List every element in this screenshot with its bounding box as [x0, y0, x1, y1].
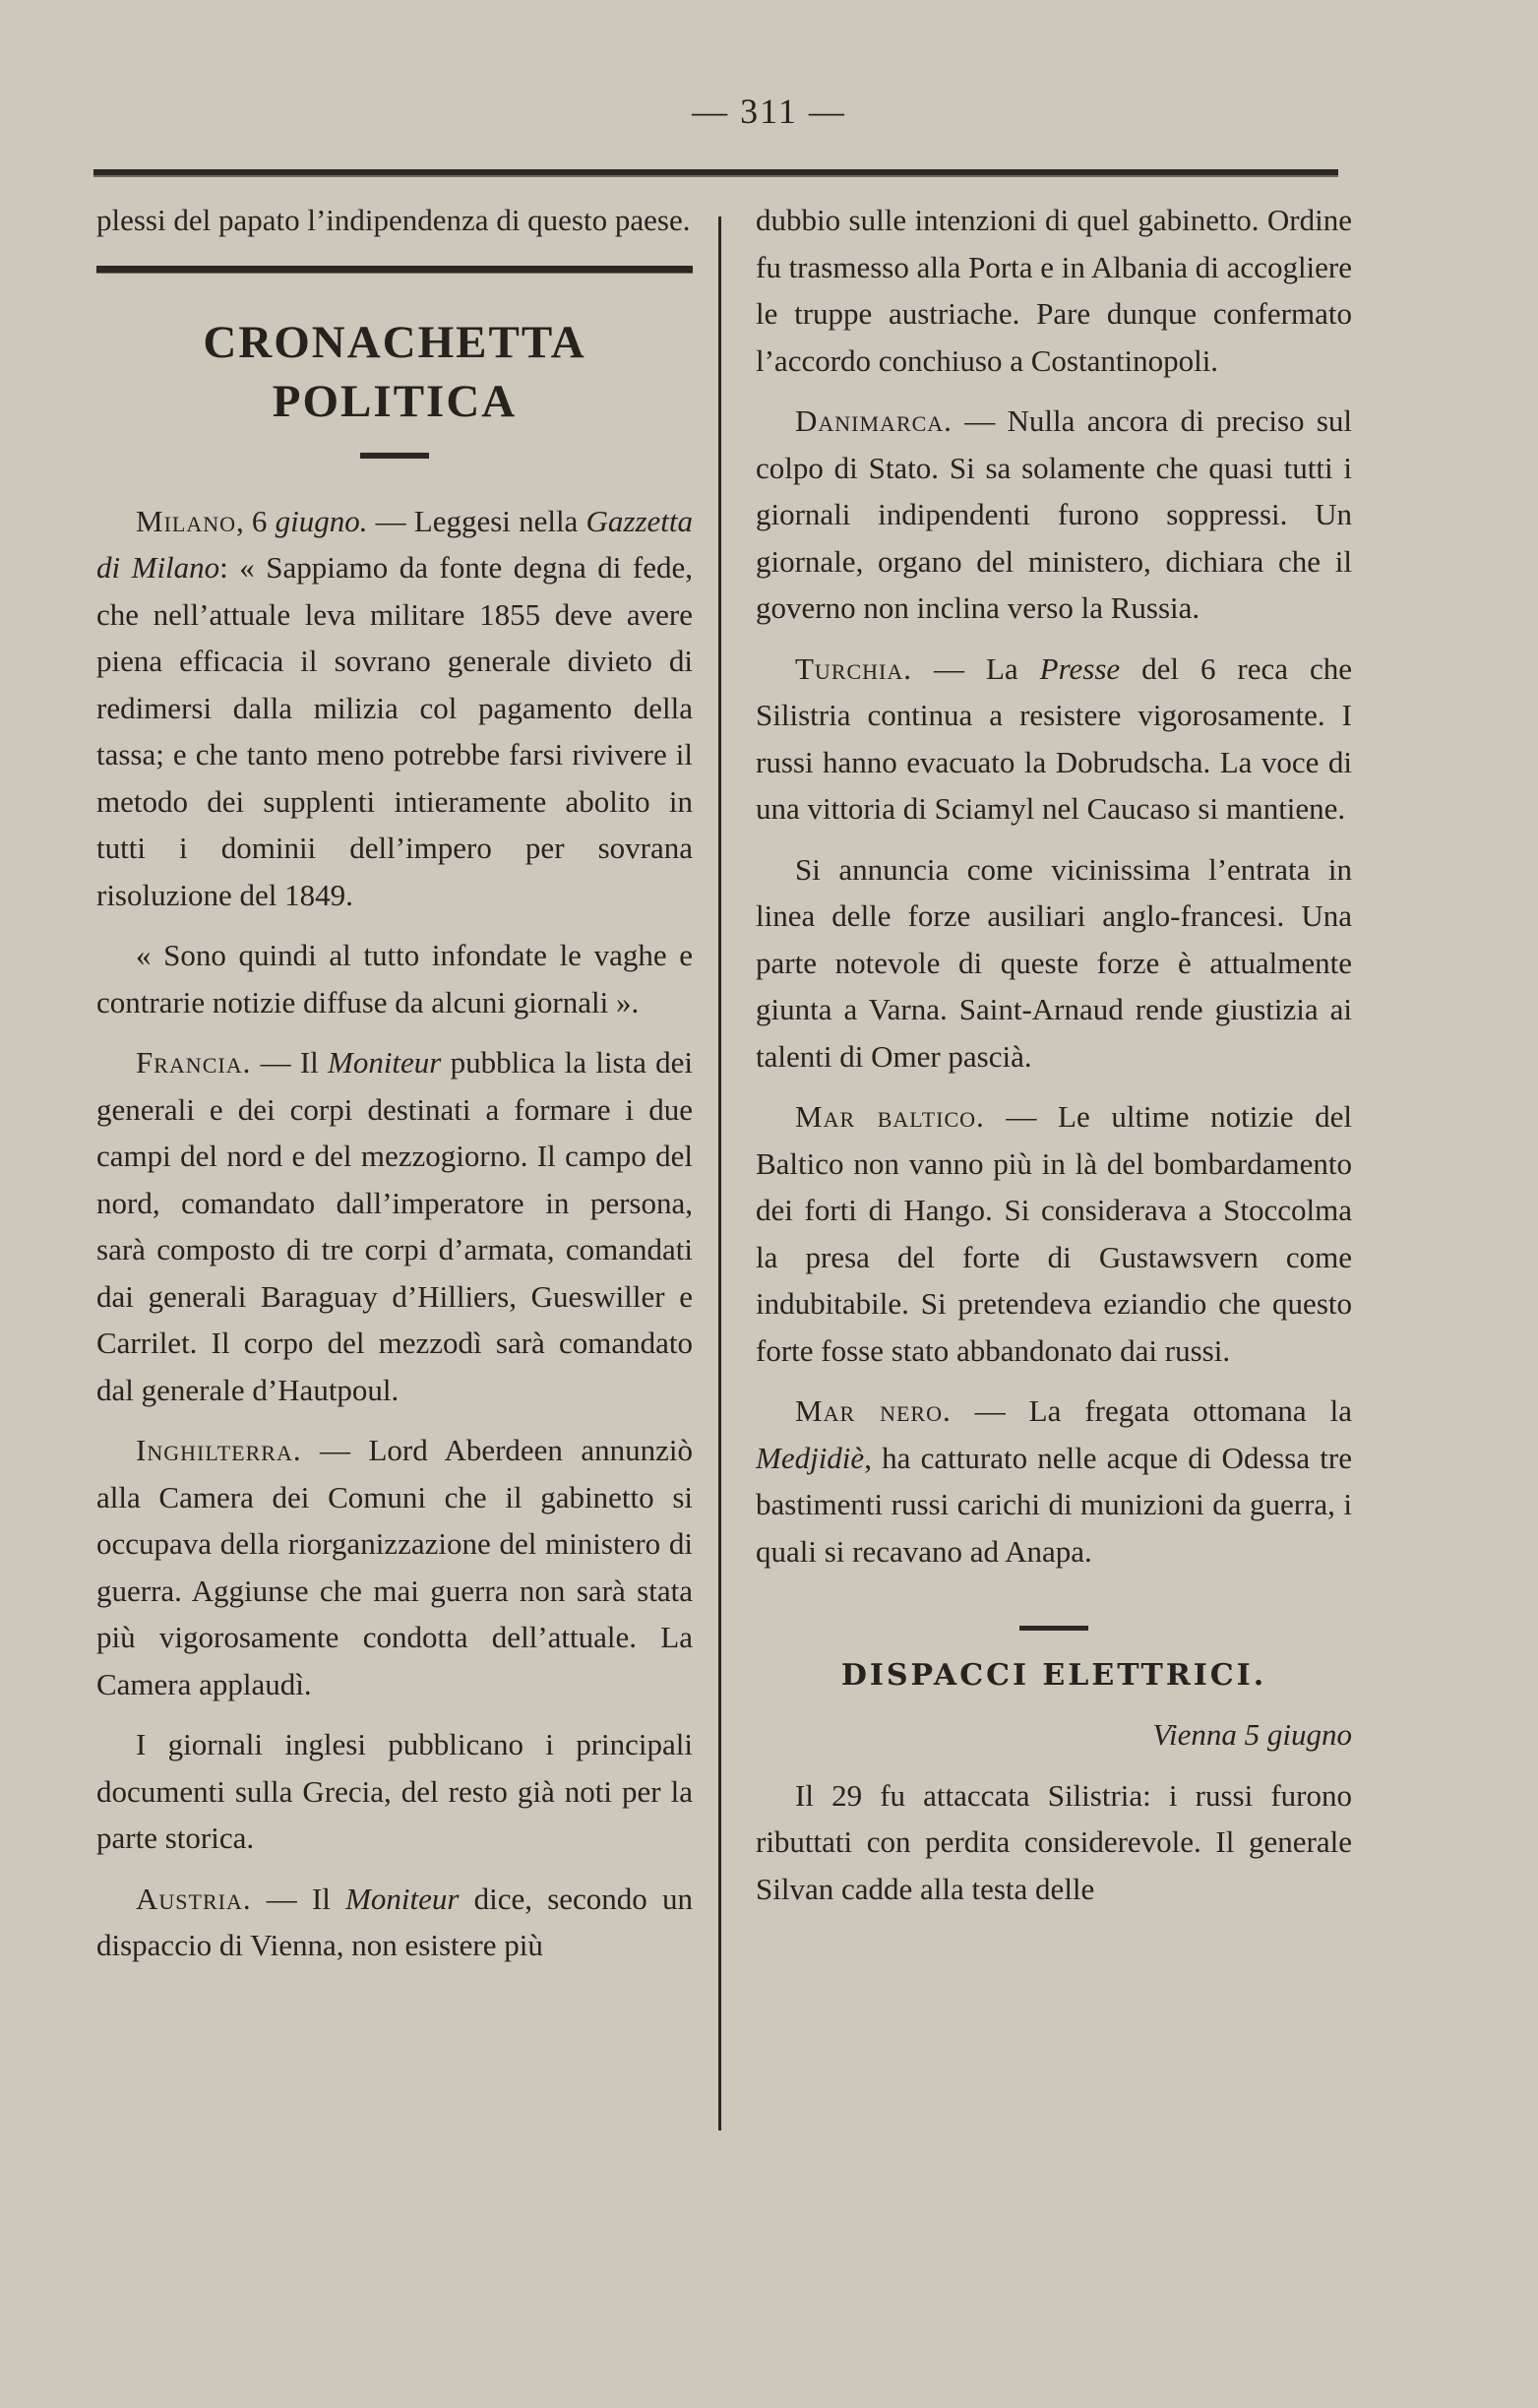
article-turchia-cont: Si annuncia come vicinissima l’entrata in linea delle forze ausiliari anglo-francesi. Una parte notevole di queste forze è attualmente giunta a Varna. Saint-Arnaud rende giustizia ai talenti di Omer pascià.	[756, 851, 1352, 1074]
article-danimarca: Danimarca. — Nulla ancora di preciso sul colpo di Stato. Si sa solamente che quasi tutti i giornali indipendenti furono soppressi. Un giornale, organo del ministero, dichiara che il governo non inclina verso la Russia.	[756, 403, 1352, 625]
paper-name: Presse	[1039, 650, 1121, 686]
paper-name: Moniteur	[328, 1045, 442, 1080]
dispatch-dateline: Vienna 5 giugno	[1152, 1717, 1352, 1752]
left-column	[96, 197, 693, 1983]
place-name: Mar baltico.	[795, 1099, 985, 1134]
ship-name: Medjidiè	[756, 1440, 865, 1475]
page-number: — 311 —	[692, 92, 846, 131]
article-austria: Austria. — Il Moniteur dice, secondo un dispaccio di Vienna, non esistere più	[96, 1881, 693, 1962]
section-title: CRONACHETTA POLITICA	[203, 316, 586, 427]
place-name: Danimarca.	[795, 403, 953, 438]
source-name: Gazzetta di Milano	[96, 503, 693, 585]
article-inghilterra-cont: I giornali inglesi pubblicano i principali documenti sulla Grecia, del resto già noti per la parte storica.	[96, 1727, 693, 1855]
place-name: Mar nero.	[795, 1393, 952, 1428]
place-name: Milano	[136, 503, 236, 538]
article-inghilterra: Inghilterra. — Lord Aberdeen annunziò alla Camera dei Comuni che il gabinetto si occupava della riorganizzazione del ministero di guerra. Aggiunse che mai guerra non sarà stata più vigorosamente condotta dell’attuale. La Camera applaudì.	[96, 1433, 693, 1701]
paper-name: Moniteur	[345, 1881, 460, 1916]
place-name: Turchia.	[795, 650, 913, 686]
place-name: Inghilterra.	[136, 1433, 302, 1467]
section-rule	[96, 266, 693, 274]
place-name: Francia.	[136, 1045, 252, 1080]
section-divider	[1019, 1626, 1088, 1631]
right-column	[756, 197, 1352, 1926]
article-milano-cont: « Sono quindi al tutto infondate le vaghe e contrarie notizie diffuse da alcuni giornali ».	[96, 938, 693, 1019]
dispatch-text: Il 29 fu attaccata Silistria: i russi furono ributtati con perdita considerevole. Il generale Silvan cadde alla testa delle	[756, 1777, 1352, 1906]
article-milano: Milano, 6 giugno. — Leggesi nella Gazzetta di Milano: « Sappiamo da fonte degna di fede, che nell’attuale leva militare 1855 deve avere piena efficacia il sovrano generale divieto di redimersi dalla milizia col pagamento della tassa; e che tanto meno potrebbe farsi rivivere il metodo dei supplenti intieramente abolito in tutti i dominii dell’impero per sovrana risoluzione del 1849.	[96, 503, 693, 912]
article-baltico: Mar baltico. — Le ultime notizie del Baltico non vanno più in là del bombardamento dei forti di Hango. Si considerava a Stoccolma la presa del forte di Gustawsvern come indubitabile. Si pretendeva eziandio che questo forte fosse stato abbandonato dai russi.	[756, 1099, 1352, 1368]
dispatches-title: DISPACCI ELETTRICI.	[840, 1658, 1267, 1693]
article-francia: Francia. — Il Moniteur pubblica la lista dei generali e dei corpi destinati a formare i due campi del nord e del mezzogiorno. Il campo del nord, comandato dall’imperatore in persona, sarà composto di tre corpi d’armata, comandati dai generali Baraguay d’Hilliers, Gueswiller e Carrilet. Il corpo del mezzodì sarà comandato dal generale d’Hautpoul.	[96, 1045, 693, 1407]
article-mar-nero: Mar nero. — La fregata ottomana la Medjidiè, ha catturato nelle acque di Odessa tre bastimenti russi carichi di munizioni da guerra, i quali si recavano ad Anapa.	[756, 1393, 1353, 1569]
title-underline	[360, 453, 429, 459]
header-rule	[93, 169, 1338, 177]
place-name: Austria.	[136, 1881, 252, 1916]
continuation-paragraph: dubbio sulle intenzioni di quel gabinetto. Ordine fu trasmesso alla Porta e in Albania di accogliere le truppe austriache. Pare dunque confermato l’accordo conchiuso a Costantinopoli.	[756, 203, 1353, 378]
column-divider	[718, 216, 721, 2130]
continuation-paragraph: plessi del papato l’indipendenza di questo paese.	[96, 203, 691, 237]
article-turchia: Turchia. — La Presse del 6 reca che Silistria continua a resistere vigorosamente. I russi hanno evacuato la Dobrudscha. La voce di una vittoria di Sciamyl nel Caucaso si mantiene.	[756, 650, 1352, 826]
